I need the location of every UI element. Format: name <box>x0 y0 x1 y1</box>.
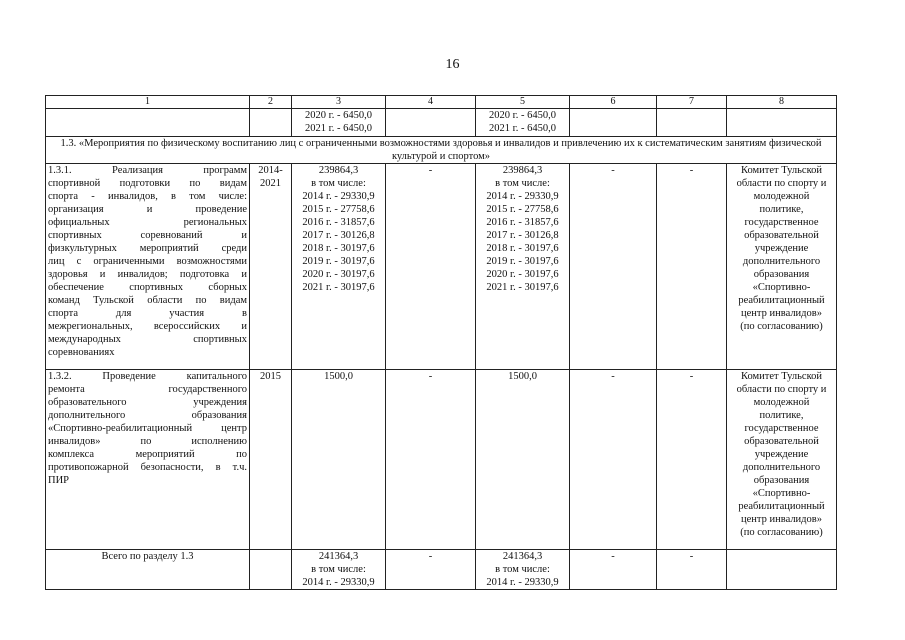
header-cell: 3 <box>292 96 386 109</box>
carry-over-row <box>46 109 837 137</box>
text-line: 2018 г. - 30197,6 <box>302 243 375 254</box>
text-line: 239864,3 <box>318 165 359 176</box>
regional-budget-cell <box>476 370 570 550</box>
table-cell <box>250 109 292 137</box>
text-line: инвалидов» по исполнению <box>48 436 247 447</box>
text-line: центр инвалидов» <box>741 514 822 525</box>
funding-total-cell <box>292 370 386 550</box>
header-cell: 2 <box>250 96 292 109</box>
text-line: обеспечение спортивных сборных <box>48 282 247 293</box>
regional-budget-cell <box>476 109 570 137</box>
text-line: 1500,0 <box>324 371 353 382</box>
text-line: 2020 г. - 30197,6 <box>302 269 375 280</box>
total-label: Всего по разделу 1.3 <box>46 550 250 590</box>
header-cell: 5 <box>476 96 570 109</box>
text-line: 1.3.1. Реализация программ <box>48 165 247 176</box>
text-line: 2018 г. - 30197,6 <box>486 243 559 254</box>
funding-total-cell <box>292 109 386 137</box>
table-row <box>46 370 837 550</box>
municipal-budget-cell: - <box>570 164 657 370</box>
text-line: области по спорту и <box>736 384 827 395</box>
table-cell <box>46 109 250 137</box>
text-line: дополнительного <box>742 256 821 267</box>
text-line: области по спорту и <box>736 178 827 189</box>
text-line: государственное <box>744 217 819 228</box>
text-line: 2016 г. - 31857,6 <box>302 217 375 228</box>
period-cell <box>250 164 292 370</box>
text-line: 2020 г. - 6450,0 <box>305 110 372 121</box>
text-line: 2021 г. - 30197,6 <box>302 282 375 293</box>
other-sources-cell: - <box>657 164 727 370</box>
text-line: политике, <box>759 410 804 421</box>
text-line: противопожарной безопасности, в т.ч. <box>48 462 247 473</box>
text-line: 2014 г. - 29330,9 <box>302 191 375 202</box>
text-line: Комитет Тульской <box>740 165 823 176</box>
text-line: 2014 г. - 29330,9 <box>302 577 375 588</box>
text-line: 2015 г. - 27758,6 <box>486 204 559 215</box>
text-line: в том числе: <box>495 178 550 189</box>
text-line: 2021 г. - 30197,6 <box>486 282 559 293</box>
text-line: спортивных соревнований и <box>48 230 247 241</box>
measure-description <box>46 164 250 370</box>
text-line: образовательной <box>744 436 819 447</box>
text-line: 2021 г. - 6450,0 <box>489 123 556 134</box>
table-row <box>46 164 837 370</box>
text-line: 2020 г. - 30197,6 <box>486 269 559 280</box>
text-line: учреждение <box>754 243 809 254</box>
text-line: «Спортивно- <box>752 488 811 499</box>
text-line: межрегиональных, всероссийских и <box>48 321 247 332</box>
header-cell: 4 <box>386 96 476 109</box>
text-line: Комитет Тульской <box>740 371 823 382</box>
text-line: 2015 <box>260 371 281 382</box>
text-line: «Спортивно- <box>752 282 811 293</box>
text-line: 2017 г. - 30126,8 <box>486 230 559 241</box>
text-line: дополнительного <box>742 462 821 473</box>
funding-total-cell <box>292 164 386 370</box>
table-cell <box>657 109 727 137</box>
text-line: 2016 г. - 31857,6 <box>486 217 559 228</box>
text-line: спортивной подготовки по видам <box>48 178 247 189</box>
header-cell: 6 <box>570 96 657 109</box>
text-line: (по согласованию) <box>740 321 823 332</box>
section-title: 1.3. «Мероприятия по физическому воспитанию лиц с ограниченными возможностями здоровья и инвалидов и привлечению их к систематическим занятиям физической культурой и спортом» <box>46 137 837 164</box>
regional-budget-cell <box>476 164 570 370</box>
text-line: 2021 г. - 6450,0 <box>305 123 372 134</box>
table-cell <box>250 550 292 590</box>
federal-budget-cell: - <box>386 550 476 590</box>
text-line: в том числе: <box>311 178 366 189</box>
municipal-budget-cell: - <box>570 550 657 590</box>
text-line: 241364,3 <box>318 551 359 562</box>
text-line: ремонта государственного <box>48 384 247 395</box>
text-line: политике, <box>759 204 804 215</box>
header-cell: 1 <box>46 96 250 109</box>
federal-budget-cell: - <box>386 370 476 550</box>
period-cell <box>250 370 292 550</box>
text-line: в том числе: <box>311 564 366 575</box>
text-line: соревнованиях <box>48 347 115 358</box>
text-line: международных спортивных <box>48 334 247 345</box>
text-line: образования <box>753 269 810 280</box>
section-title-row <box>46 137 837 164</box>
text-line: 2019 г. - 30197,6 <box>302 256 375 267</box>
text-line: 2014 г. - 29330,9 <box>486 577 559 588</box>
text-line: 241364,3 <box>502 551 543 562</box>
text-line: спорта - инвалидов, в том числе: <box>48 191 247 202</box>
text-line: 2014- <box>258 165 283 176</box>
text-line: образовательного учреждения <box>48 397 247 408</box>
text-line: 2019 г. - 30197,6 <box>486 256 559 267</box>
executor-cell <box>727 370 837 550</box>
text-line: официальных региональных <box>48 217 247 228</box>
text-line: здоровья и инвалидов; подготовка и <box>48 269 247 280</box>
column-number-row <box>46 96 837 109</box>
text-line: 239864,3 <box>502 165 543 176</box>
text-line: (по согласованию) <box>740 527 823 538</box>
table-cell <box>386 109 476 137</box>
text-line: 2015 г. - 27758,6 <box>302 204 375 215</box>
table-cell <box>727 550 837 590</box>
text-line: физкультурных мероприятий среди <box>48 243 247 254</box>
text-line: 1.3.2. Проведение капитального <box>48 371 247 382</box>
text-line: комплекса мероприятий по <box>48 449 247 460</box>
text-line: учреждение <box>754 449 809 460</box>
header-cell: 7 <box>657 96 727 109</box>
text-line: спорта для участия в <box>48 308 247 319</box>
funding-total-cell <box>292 550 386 590</box>
municipal-budget-cell: - <box>570 370 657 550</box>
text-line: ПИР <box>48 475 70 486</box>
text-line: 2014 г. - 29330,9 <box>486 191 559 202</box>
executor-cell <box>727 164 837 370</box>
text-line: лиц с ограниченными возможностями <box>48 256 247 267</box>
text-line: 2021 <box>260 178 281 189</box>
text-line: организация и проведение <box>48 204 247 215</box>
text-line: в том числе: <box>495 564 550 575</box>
text-line: «Спортивно-реабилитационный центр <box>48 423 247 434</box>
text-line: дополнительного образования <box>48 410 247 421</box>
program-table <box>45 95 837 590</box>
text-line: молодежной <box>753 397 810 408</box>
text-line: образования <box>753 475 810 486</box>
regional-budget-cell <box>476 550 570 590</box>
header-cell: 8 <box>727 96 837 109</box>
page-number: 16 <box>445 57 460 72</box>
other-sources-cell: - <box>657 370 727 550</box>
text-line: государственное <box>744 423 819 434</box>
text-line: образовательной <box>744 230 819 241</box>
text-line: центр инвалидов» <box>741 308 822 319</box>
text-line: 2017 г. - 30126,8 <box>302 230 375 241</box>
total-row <box>46 550 837 590</box>
text-line: 2020 г. - 6450,0 <box>489 110 556 121</box>
text-line: реабилитационный <box>738 295 825 306</box>
table-cell <box>727 109 837 137</box>
text-line: команд Тульской области по видам <box>48 295 247 306</box>
text-line: 1500,0 <box>508 371 537 382</box>
text-line: молодежной <box>753 191 810 202</box>
text-line: реабилитационный <box>738 501 825 512</box>
measure-description <box>46 370 250 550</box>
other-sources-cell: - <box>657 550 727 590</box>
table-cell <box>570 109 657 137</box>
federal-budget-cell: - <box>386 164 476 370</box>
